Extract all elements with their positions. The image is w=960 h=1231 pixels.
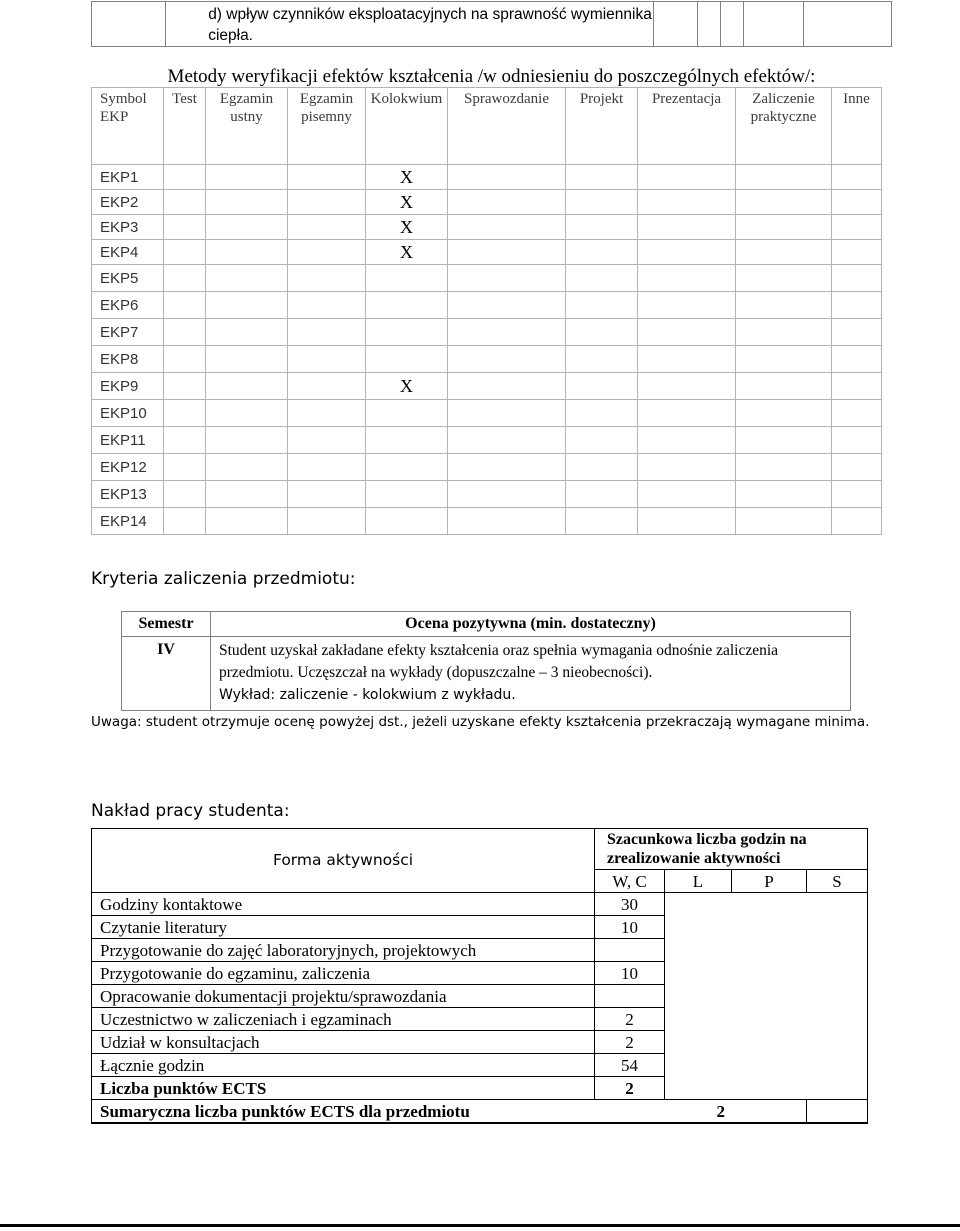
ekp-symbol: EKP14 [92,508,164,535]
methods-cell [832,373,882,400]
methods-cell [832,400,882,427]
methods-table [91,87,882,535]
methods-cell [566,265,638,292]
methods-cell [206,215,288,240]
ects-value: 2 [595,1077,665,1100]
kolokwium-mark [366,319,448,346]
activity-hours: 2 [595,1031,665,1054]
methods-cell [448,292,566,319]
ekp-symbol: EKP2 [92,190,164,215]
workload-row [92,916,868,939]
methods-cell [832,319,882,346]
methods-cell [832,508,882,535]
methods-cell [832,481,882,508]
ekp-symbol: EKP8 [92,346,164,373]
methods-title: Metody weryfikacji efektów kształcenia /w odniesieniu do poszczególnych efektów/: [167,66,816,87]
criteria-body [211,637,851,711]
methods-cell [164,346,206,373]
methods-cell [288,373,366,400]
methods-cell [164,265,206,292]
workload-row [92,962,868,985]
methods-header: Projekt [566,88,638,165]
methods-cell [288,346,366,373]
methods-cell [448,373,566,400]
activity-label: Godziny kontaktowe [92,893,595,916]
methods-cell [832,215,882,240]
activity-label: Przygotowanie do egzaminu, zaliczenia [92,962,595,985]
top-cell [653,2,698,47]
activity-hours [595,939,665,962]
grade-header: Ocena pozytywna (min. dostateczny) [211,612,851,637]
methods-cell [638,400,736,427]
methods-cell [566,400,638,427]
methods-cell [566,508,638,535]
criteria-note: Uwaga: student otrzymuje ocenę powyżej dst., jeżeli uzyskane efekty kształcenia przekraczają wymagane minima. [91,714,870,730]
activity-blank [665,985,868,1008]
top-cell-empty [92,2,166,47]
methods-row [92,190,882,215]
activity-blank [665,916,868,939]
criteria-table [121,611,851,711]
workload-row [92,893,868,916]
methods-cell [736,215,832,240]
methods-cell [638,240,736,265]
kolokwium-mark [366,346,448,373]
methods-row [92,481,882,508]
activity-label: Czytanie literatury [92,916,595,939]
methods-cell [164,190,206,215]
methods-cell [736,319,832,346]
methods-cell [638,319,736,346]
methods-cell [448,190,566,215]
methods-cell [206,400,288,427]
workload-row [92,985,868,1008]
methods-cell [736,240,832,265]
methods-cell [206,165,288,190]
activity-blank [665,1054,868,1077]
kolokwium-mark [366,292,448,319]
activity-label: Przygotowanie do zajęć laboratoryjnych, projektowych [92,939,595,962]
top-cell [698,2,721,47]
methods-cell [164,240,206,265]
ekp-symbol: EKP10 [92,400,164,427]
kolokwium-mark: X [366,190,448,215]
methods-cell [736,427,832,454]
methods-cell [736,190,832,215]
methods-header: Egzamin ustny [206,88,288,165]
unit-header: P [732,870,807,893]
top-cell-text [166,2,653,47]
methods-cell [164,427,206,454]
methods-header: Egzamin pisemny [288,88,366,165]
kolokwium-mark: X [366,373,448,400]
methods-cell [832,265,882,292]
kolokwium-mark [366,427,448,454]
methods-cell [448,400,566,427]
methods-cell [288,265,366,292]
workload-body [92,893,868,1077]
methods-cell [832,240,882,265]
criteria-line: Wykład: zaliczenie - kolokwium z wykładu. [219,687,516,703]
methods-cell [448,215,566,240]
methods-cell [206,481,288,508]
methods-cell [288,400,366,427]
activity-label: Opracowanie dokumentacji projektu/sprawozdania [92,985,595,1008]
methods-cell [638,292,736,319]
methods-cell [448,454,566,481]
methods-cell [638,454,736,481]
total-ects-value: 2 [665,1100,807,1124]
methods-row [92,165,882,190]
methods-cell [638,373,736,400]
methods-cell [448,319,566,346]
methods-cell [566,240,638,265]
methods-cell [638,165,736,190]
methods-row [92,427,882,454]
methods-cell [566,292,638,319]
methods-row [92,240,882,265]
forma-header: Forma aktywności [92,829,595,893]
activity-label: Łącznie godzin [92,1054,595,1077]
methods-cell [832,292,882,319]
methods-cell [206,454,288,481]
methods-cell [448,427,566,454]
activity-hours: 54 [595,1054,665,1077]
workload-table [91,828,868,1124]
methods-cell [206,427,288,454]
methods-cell [164,319,206,346]
methods-cell [164,292,206,319]
methods-cell [164,165,206,190]
methods-cell [206,346,288,373]
workload-title: Nakład pracy studenta: [91,801,290,821]
methods-cell [566,319,638,346]
methods-cell [448,346,566,373]
ekp-symbol: EKP6 [92,292,164,319]
kolokwium-mark: X [366,165,448,190]
methods-cell [566,165,638,190]
unit-header: S [807,870,868,893]
methods-cell [832,427,882,454]
methods-cell [638,481,736,508]
activity-label: Uczestnictwo w zaliczeniach i egzaminach [92,1008,595,1031]
methods-cell [288,190,366,215]
methods-cell [206,319,288,346]
methods-cell [288,319,366,346]
methods-cell [832,190,882,215]
criteria-line: Student uzyskał zakładane efekty kształcenia oraz spełnia wymagania odnośnie zaliczenia przedmiotu. Uczęszczał na wykłady (dopuszczalne – 3 nieobecności). [219,642,779,681]
methods-cell [638,427,736,454]
methods-cell [832,346,882,373]
methods-cell [736,400,832,427]
kolokwium-mark [366,508,448,535]
methods-cell [206,373,288,400]
methods-header: Zaliczenie praktyczne [736,88,832,165]
methods-cell [638,215,736,240]
methods-cell [288,240,366,265]
methods-row [92,346,882,373]
methods-cell [638,508,736,535]
methods-cell [164,373,206,400]
ekp-symbol: EKP11 [92,427,164,454]
kolokwium-mark [366,400,448,427]
ekp-symbol: EKP5 [92,265,164,292]
unit-header: W, C [595,870,665,893]
methods-cell [288,427,366,454]
kolokwium-mark [366,454,448,481]
methods-cell [288,292,366,319]
methods-cell [638,265,736,292]
methods-row [92,292,882,319]
methods-row [92,215,882,240]
total-ects-label: Sumaryczna liczba punktów ECTS dla przedmiotu [92,1100,665,1124]
ekp-symbol: EKP9 [92,373,164,400]
methods-cell [832,165,882,190]
methods-cell [448,508,566,535]
methods-cell [206,190,288,215]
methods-cell [448,265,566,292]
ekp-symbol: EKP13 [92,481,164,508]
total-ects-blank [807,1100,868,1124]
methods-cell [566,427,638,454]
methods-row [92,265,882,292]
methods-row [92,508,882,535]
top-row-text: d) wpływ czynników eksploatacyjnych na sprawność wymiennika ciepła. [208,6,652,44]
activity-hours: 30 [595,893,665,916]
methods-header: Symbol EKP [92,88,164,165]
methods-header: Inne [832,88,882,165]
methods-cell [206,240,288,265]
methods-cell [448,481,566,508]
methods-cell [638,190,736,215]
methods-header: Prezentacja [638,88,736,165]
activity-hours [595,985,665,1008]
ekp-symbol: EKP1 [92,165,164,190]
top-cell [743,2,803,47]
ects-blank [665,1077,868,1100]
hours-header: Szacunkowa liczba godzin na zrealizowanie aktywności [595,829,868,870]
methods-cell [164,481,206,508]
methods-cell [206,292,288,319]
methods-cell [206,265,288,292]
methods-header: Kolokwium [366,88,448,165]
workload-row [92,939,868,962]
kolokwium-mark [366,481,448,508]
activity-blank [665,962,868,985]
bottom-rule [0,1224,960,1227]
methods-cell [736,454,832,481]
methods-cell [736,346,832,373]
ekp-symbol: EKP4 [92,240,164,265]
methods-cell [566,215,638,240]
methods-cell [736,508,832,535]
methods-cell [832,454,882,481]
methods-cell [638,346,736,373]
methods-cell [288,508,366,535]
methods-cell [164,454,206,481]
ekp-symbol: EKP7 [92,319,164,346]
methods-cell [736,373,832,400]
methods-cell [736,165,832,190]
semester-header: Semestr [122,612,211,637]
methods-body [92,165,882,535]
activity-blank [665,1008,868,1031]
ekp-symbol: EKP12 [92,454,164,481]
top-cell [720,2,743,47]
methods-header: Test [164,88,206,165]
workload-row [92,1054,868,1077]
methods-cell [164,400,206,427]
activity-hours: 10 [595,916,665,939]
top-cell [803,2,891,47]
methods-cell [448,165,566,190]
activity-label: Udział w konsultacjach [92,1031,595,1054]
workload-row [92,1008,868,1031]
methods-cell [736,265,832,292]
methods-header: Sprawozdanie [448,88,566,165]
methods-cell [566,481,638,508]
kolokwium-mark: X [366,215,448,240]
methods-cell [566,346,638,373]
top-table [91,1,892,47]
methods-cell [288,454,366,481]
methods-row [92,400,882,427]
methods-cell [288,165,366,190]
semester-value: IV [122,637,211,711]
methods-cell [288,481,366,508]
kolokwium-mark: X [366,240,448,265]
activity-blank [665,1031,868,1054]
methods-cell [566,454,638,481]
methods-row [92,373,882,400]
methods-cell [448,240,566,265]
methods-cell [164,215,206,240]
methods-cell [566,373,638,400]
methods-row [92,454,882,481]
methods-cell [206,508,288,535]
methods-cell [164,508,206,535]
methods-cell [736,481,832,508]
ekp-symbol: EKP3 [92,215,164,240]
ects-label: Liczba punktów ECTS [92,1077,595,1100]
methods-cell [736,292,832,319]
criteria-title: Kryteria zaliczenia przedmiotu: [91,569,356,589]
methods-cell [566,190,638,215]
activity-hours: 2 [595,1008,665,1031]
unit-header: L [665,870,732,893]
methods-row [92,319,882,346]
activity-hours: 10 [595,962,665,985]
methods-cell [288,215,366,240]
workload-row [92,1031,868,1054]
kolokwium-mark [366,265,448,292]
activity-blank [665,893,868,916]
activity-blank [665,939,868,962]
